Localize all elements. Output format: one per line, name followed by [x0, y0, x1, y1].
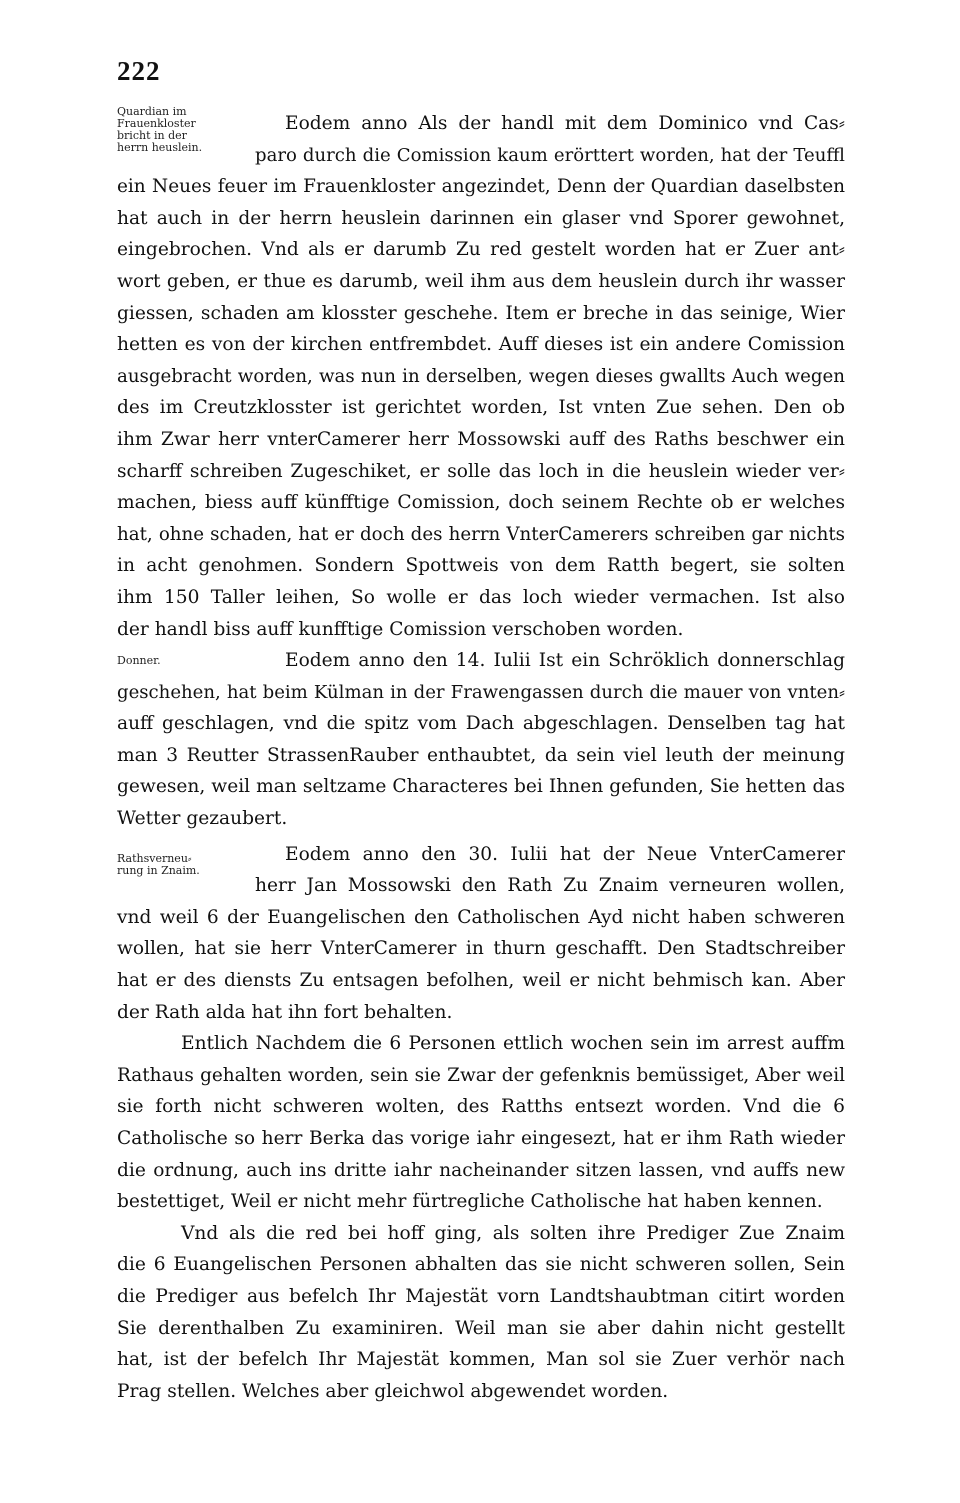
text-line: man 3 Reutter StrassenRauber enthaubtet, da sein viel leuth der meinung — [117, 744, 845, 766]
text-line: der handl biss auff kunfftige Comission verschoben worden. — [117, 618, 684, 640]
text-line: hat er des diensts Zu entsagen befolhen, weil er nicht behmisch kan. Aber — [117, 970, 845, 992]
text-line: Catholische so herr Berka das vorige iahr eingesezt, hat er ihm Rath wieder — [117, 1128, 845, 1149]
text-line: die 6 Euangelischen Personen abhalten das sie nicht schweren sollen, Sein — [117, 1254, 845, 1276]
text-line: paro durch die Comission kaum erörttert worden, hat der Teuffl — [255, 144, 845, 166]
text-line: die Prediger aus befelch Ihr Majestät vorn Landtshaubtman citirt worden — [117, 1285, 845, 1307]
text-line: Vnd als die red bei hoff ging, als solten ihre Prediger Zue Znaim — [181, 1222, 845, 1244]
text-line: Eodem anno den 30. Iulii hat der Neue VnterCamerer — [285, 843, 845, 865]
text-line: wort geben, er thue es darumb, weil ihm aus dem heuslein durch ihr wasser — [117, 270, 845, 292]
margin-note-line: Quardian im — [117, 105, 187, 118]
text-line: ein Neues feuer im Frauenkloster angezindet, Denn der Quardian daselbsten — [117, 176, 845, 198]
text-line: ihm Zwar herr vnterCamerer herr Mossowski auff des Raths beschwer ein — [117, 428, 845, 450]
text-line: Prag stellen. Welches aber gleichwol abgewendet worden. — [117, 1380, 669, 1402]
text-line: ihm 150 Taller leihen, So wolle er das loch wieder vermachen. Ist also — [117, 586, 845, 608]
paragraph-donner — [117, 645, 845, 835]
text-line: Entlich Nachdem die 6 Personen ettlich wochen sein im arrest auffm — [181, 1033, 845, 1055]
margin-note-line: Donner. — [117, 654, 161, 668]
text-line: des im Creutzklosster ist gerichtet worden, Ist vnten Zue sehen. Den ob — [117, 397, 845, 419]
text-line: hat, ist der befelch Ihr Majestät kommen, Man sol sie Zuer verhör nach — [117, 1349, 845, 1371]
text-line: gewesen, weil man seltzame Characteres bei Ihnen gefunden, Sie hetten das — [117, 776, 845, 798]
text-line: ausgebracht worden, was nun in derselben, wegen dieses gwallts Auch wegen — [117, 365, 845, 387]
page-body — [117, 105, 845, 1407]
paragraph-entlich — [117, 1028, 845, 1218]
paragraph-prediger — [117, 1218, 845, 1408]
text-line: vnd weil 6 der Euangelischen den Catholischen Ayd nicht haben schweren — [117, 906, 845, 928]
text-line: geschehen, hat beim Külman in der Frawengassen durch die mauer von vnten⸗ — [117, 681, 845, 703]
text-line: die ordnung, auch ins dritte iahr nacheinander sitzen lassen, vnd auffs new — [117, 1159, 845, 1181]
margin-note-line: herrn heuslein. — [117, 141, 203, 154]
text-line: der Rath alda hat ihn fort behalten. — [117, 1001, 453, 1023]
margin-note-line: Frauenkloster — [117, 117, 196, 130]
text-line: hat, ohne schaden, hat er doch des herrn VnterCamerers schreiben gar nichts — [117, 523, 845, 545]
text-line: Wetter gezaubert. — [117, 808, 288, 830]
margin-note-quardian — [117, 106, 202, 154]
text-line: scharff schreiben Zugeschiket, er solle das loch in die heuslein wieder ver⸗ — [117, 460, 845, 482]
paragraph-quardian — [117, 105, 845, 645]
margin-note-line: bricht in der — [117, 129, 187, 142]
text-line: Sie derenthalben Zu examiniren. Weil man sie aber dahin nicht gestellt — [117, 1317, 845, 1339]
text-line: Eodem anno Als der handl mit dem Dominico vnd Cas⸗ — [285, 113, 845, 134]
text-line: eingebrochen. Vnd als er darumb Zu red gestelt worden hat er Zuer ant⸗ — [117, 239, 845, 261]
text-line: in acht genohmen. Sondern Spottweis von dem Ratth begert, sie solten — [117, 555, 845, 577]
margin-note-donner — [117, 655, 161, 667]
text-line: machen, biess auff künfftige Comission, doch seinem Rechte ob er welches — [117, 492, 845, 514]
margin-note-line: Rathsverneu⸗ — [117, 851, 192, 865]
text-line: herr Jan Mossowski den Rath Zu Znaim verneuren wollen, — [255, 875, 845, 897]
margin-note-rathsverneurung — [117, 853, 200, 877]
text-line: auff geschlagen, vnd die spitz vom Dach abgeschlagen. Denselben tag hat — [117, 713, 845, 735]
text-line: hetten es von der kirchen entfrembdet. Auff dieses ist ein andere Comission — [117, 334, 845, 356]
text-line: hat auch in der herrn heuslein darinnen ein glaser vnd Sporer gewohnet, — [117, 207, 845, 229]
text-line: Rathaus gehalten worden, sein sie Zwar der gefenknis bemüssiget, Aber weil — [117, 1064, 845, 1086]
text-line: sie forth nicht schweren wolten, des Ratths entsezt worden. Vnd die 6 — [117, 1096, 845, 1118]
text-line: giessen, schaden am klosster geschehe. Item er breche in das seinige, Wier — [117, 302, 845, 324]
margin-note-line: rung in Znaim. — [117, 863, 200, 877]
page-number: 222 — [117, 56, 161, 86]
text-line: bestettiget, Weil er nicht mehr fürtregliche Catholische hat haben kennen. — [117, 1191, 823, 1213]
text-line: Eodem anno den 14. Iulii Ist ein Schröklich donnerschlag — [285, 650, 845, 672]
text-line: wollen, hat sie herr VnterCamerer in thurn geschafft. Den Stadtschreiber — [117, 938, 845, 960]
paragraph-rathsverneurung — [117, 839, 845, 1029]
